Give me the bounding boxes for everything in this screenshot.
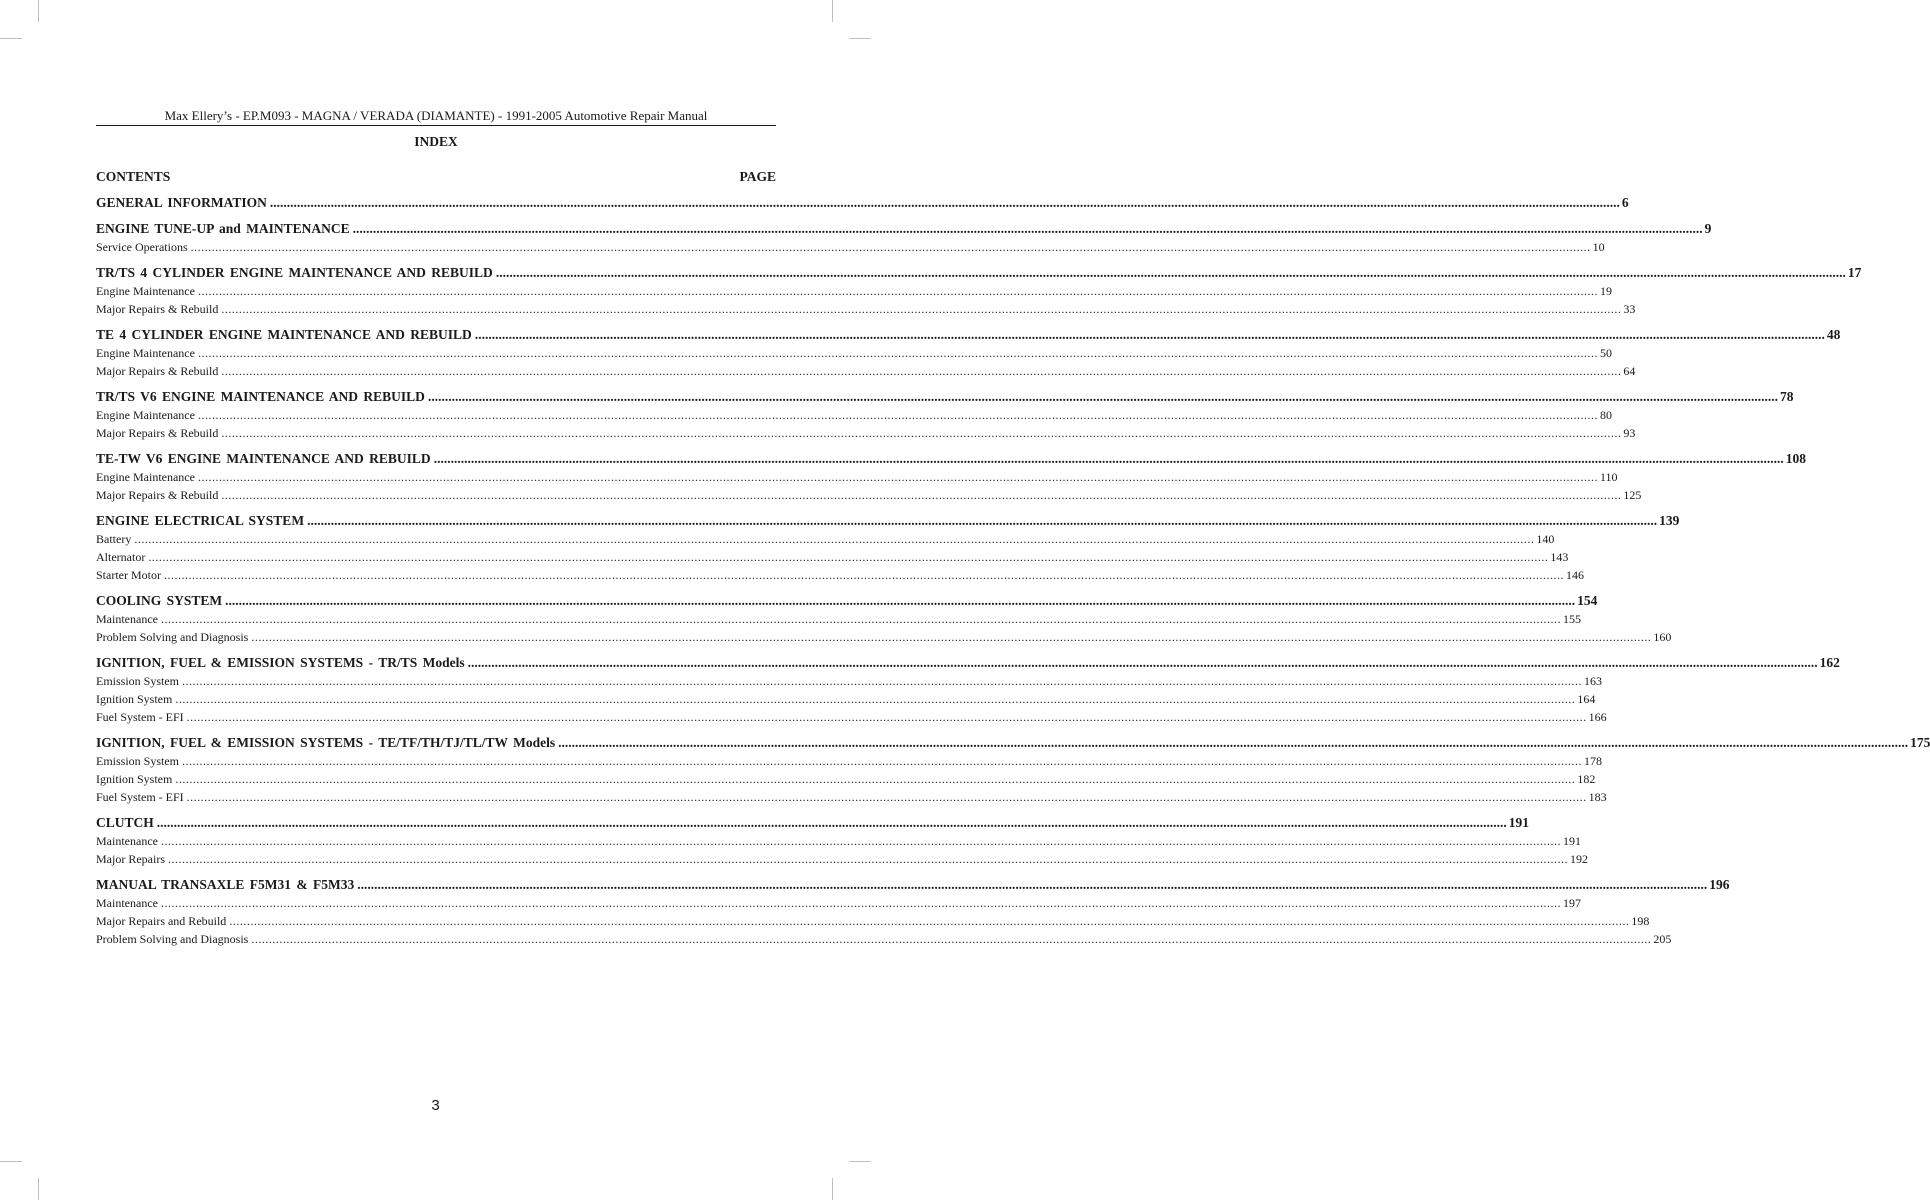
section-heading-page: 191: [1508, 815, 1530, 830]
toc-entry-title: Ignition System: [96, 772, 173, 786]
dot-leader: ................................................................................................................................................................................................................................................................................................................................................................................................................: [190, 240, 1591, 254]
toc-entry: [96, 930, 1672, 948]
toc-entry-page: 19: [1599, 284, 1612, 298]
toc-entry: [96, 708, 1607, 726]
dot-leader: ................................................................................................................................................................................................................................................................................................................................................................................................................: [182, 754, 1583, 768]
toc-entry-page: 178: [1584, 754, 1603, 768]
section-heading-page: 6: [1621, 195, 1629, 210]
section-heading: [96, 220, 1712, 238]
dot-leader: ................................................................................................................................................................................................................................................................................................................................................................................................................: [167, 852, 1568, 866]
section-heading-page: 154: [1577, 593, 1598, 608]
contents-heading: CONTENTS: [96, 169, 171, 184]
section-heading-title: TE 4 CYLINDER ENGINE MAINTENANCE AND REBUILD: [96, 327, 472, 342]
section-heading-title: CLUTCH: [96, 815, 154, 830]
toc-entry-page: 164: [1577, 692, 1596, 706]
toc-entry-title: Major Repairs & Rebuild: [96, 364, 219, 378]
section-heading-title: TR/TS 4 CYLINDER ENGINE MAINTENANCE AND REBUILD: [96, 265, 493, 280]
section-heading: [96, 734, 1930, 752]
dot-leader: ................................................................................................................................................................................................................................................................................................................................................................................................................: [160, 612, 1561, 626]
dot-leader: ................................................................................................................................................................................................................................................................................................................................................................................................................: [427, 389, 1778, 404]
header-rule: [96, 125, 776, 126]
dot-leader: ................................................................................................................................................................................................................................................................................................................................................................................................................: [186, 710, 1587, 724]
section-heading: [96, 876, 1730, 894]
toc-entry-title: Major Repairs & Rebuild: [96, 426, 219, 440]
section-heading: [96, 512, 1680, 530]
table-of-contents: [96, 194, 1930, 948]
toc-entry-title: Starter Motor: [96, 568, 161, 582]
toc-section: [96, 814, 1588, 868]
dot-leader: ................................................................................................................................................................................................................................................................................................................................................................................................................: [357, 877, 1708, 892]
toc-entry-page: 125: [1623, 488, 1642, 502]
toc-entry-page: 10: [1592, 240, 1605, 254]
section-heading: [96, 194, 1629, 212]
section-heading-title: ENGINE ELECTRICAL SYSTEM: [96, 513, 305, 528]
toc-entry-page: 198: [1631, 914, 1650, 928]
section-heading-title: IGNITION, FUEL & EMISSION SYSTEMS - TE/TF/TH/TJ/TL/TW Models: [96, 735, 556, 750]
toc-entry: [96, 344, 1612, 362]
page-number: 3: [431, 1097, 440, 1114]
section-heading-page: 9: [1704, 221, 1712, 236]
dot-leader: ................................................................................................................................................................................................................................................................................................................................................................................................................: [160, 896, 1561, 910]
section-heading-title: MANUAL TRANSAXLE F5M31 & F5M33: [96, 877, 355, 892]
toc-entry-title: Maintenance: [96, 612, 158, 626]
section-heading-title: TE-TW V6 ENGINE MAINTENANCE AND REBUILD: [96, 451, 431, 466]
section-heading-page: 175: [1910, 735, 1930, 750]
running-header: Max Ellery’s - EP.M093 - MAGNA / VERADA (DIAMANTE) - 1991-2005 Automotive Repair Manual: [164, 108, 708, 123]
crop-mark: [0, 38, 22, 39]
toc-entry-page: 146: [1566, 568, 1584, 582]
toc-section: [96, 654, 1840, 726]
crop-mark: [832, 0, 833, 22]
dot-leader: ................................................................................................................................................................................................................................................................................................................................................................................................................: [558, 735, 1909, 750]
dot-leader: ................................................................................................................................................................................................................................................................................................................................................................................................................: [186, 790, 1587, 804]
toc-entry: [96, 362, 1636, 380]
toc-entry-page: 163: [1584, 674, 1603, 688]
toc-entry-title: Fuel System - EFI: [96, 710, 184, 724]
section-heading-page: 139: [1659, 513, 1680, 528]
section-heading-page: 17: [1847, 265, 1862, 280]
toc-section: [96, 264, 1862, 318]
toc-entry: [96, 912, 1650, 930]
toc-entry-title: Engine Maintenance: [96, 408, 195, 422]
section-heading: [96, 450, 1806, 468]
dot-leader: ................................................................................................................................................................................................................................................................................................................................................................................................................: [160, 834, 1561, 848]
dot-leader: ................................................................................................................................................................................................................................................................................................................................................................................................................: [467, 655, 1818, 670]
toc-entry-page: 160: [1653, 630, 1672, 644]
toc-entry-page: 166: [1588, 710, 1607, 724]
toc-entry-page: 80: [1599, 408, 1612, 422]
toc-entry-page: 191: [1562, 834, 1581, 848]
toc-section: [96, 512, 1680, 584]
toc-entry-title: Problem Solving and Diagnosis: [96, 932, 249, 946]
section-heading: [96, 388, 1794, 406]
toc-entry: [96, 610, 1581, 628]
dot-leader: ................................................................................................................................................................................................................................................................................................................................................................................................................: [269, 195, 1620, 210]
section-heading-title: GENERAL INFORMATION: [96, 195, 267, 210]
toc-entry: [96, 628, 1672, 646]
dot-leader: ................................................................................................................................................................................................................................................................................................................................................................................................................: [134, 532, 1535, 546]
crop-mark: [0, 1161, 22, 1162]
crop-mark: [38, 1178, 39, 1200]
toc-entry-page: 205: [1653, 932, 1672, 946]
toc-entry-page: 110: [1599, 470, 1618, 484]
section-heading-title: IGNITION, FUEL & EMISSION SYSTEMS - TR/TS Models: [96, 655, 465, 670]
crop-mark: [38, 0, 39, 22]
dot-leader: ................................................................................................................................................................................................................................................................................................................................................................................................................: [229, 914, 1630, 928]
toc-entry-page: 50: [1599, 346, 1612, 360]
toc-entry-page: 140: [1536, 532, 1555, 546]
dot-leader: ................................................................................................................................................................................................................................................................................................................................................................................................................: [156, 815, 1507, 830]
section-heading-title: ENGINE TUNE-UP and MAINTENANCE: [96, 221, 350, 236]
dot-leader: ................................................................................................................................................................................................................................................................................................................................................................................................................: [221, 302, 1622, 316]
dot-leader: ................................................................................................................................................................................................................................................................................................................................................................................................................: [164, 568, 1564, 582]
dot-leader: ................................................................................................................................................................................................................................................................................................................................................................................................................: [182, 674, 1583, 688]
crop-mark: [849, 38, 871, 39]
toc-entry-title: Engine Maintenance: [96, 346, 195, 360]
toc-entry: [96, 282, 1612, 300]
dot-leader: ................................................................................................................................................................................................................................................................................................................................................................................................................: [221, 426, 1622, 440]
dot-leader: ................................................................................................................................................................................................................................................................................................................................................................................................................: [251, 630, 1652, 644]
toc-entry-title: Fuel System - EFI: [96, 790, 184, 804]
dot-leader: ................................................................................................................................................................................................................................................................................................................................................................................................................: [221, 364, 1622, 378]
toc-entry-page: 33: [1623, 302, 1636, 316]
toc-entry-title: Major Repairs: [96, 852, 165, 866]
dot-leader: ................................................................................................................................................................................................................................................................................................................................................................................................................: [197, 470, 1598, 484]
toc-entry-title: Major Repairs & Rebuild: [96, 302, 219, 316]
section-heading-page: 196: [1709, 877, 1730, 892]
section-heading-title: TR/TS V6 ENGINE MAINTENANCE AND REBUILD: [96, 389, 425, 404]
toc-entry: [96, 832, 1581, 850]
toc-entry-title: Alternator: [96, 550, 146, 564]
toc-entry-title: Problem Solving and Diagnosis: [96, 630, 249, 644]
toc-entry-page: 192: [1569, 852, 1588, 866]
section-heading-page: 48: [1826, 327, 1841, 342]
section-heading-page: 78: [1779, 389, 1794, 404]
dot-leader: ................................................................................................................................................................................................................................................................................................................................................................................................................: [307, 513, 1658, 528]
toc-entry-title: Emission System: [96, 754, 180, 768]
toc-entry: [96, 752, 1603, 770]
toc-entry-title: Major Repairs & Rebuild: [96, 488, 219, 502]
toc-entry-title: Maintenance: [96, 834, 158, 848]
section-heading: [96, 326, 1841, 344]
dot-leader: ................................................................................................................................................................................................................................................................................................................................................................................................................: [197, 346, 1598, 360]
column-headings: [96, 168, 776, 185]
toc-entry: [96, 788, 1607, 806]
dot-leader: ................................................................................................................................................................................................................................................................................................................................................................................................................: [352, 221, 1703, 236]
toc-section: [96, 326, 1841, 380]
dot-leader: ................................................................................................................................................................................................................................................................................................................................................................................................................: [175, 692, 1576, 706]
toc-entry-page: 93: [1623, 426, 1636, 440]
toc-entry-title: Service Operations: [96, 240, 188, 254]
toc-entry: [96, 468, 1618, 486]
section-heading: [96, 814, 1530, 832]
page-heading: PAGE: [739, 169, 776, 184]
toc-entry: [96, 690, 1596, 708]
dot-leader: ................................................................................................................................................................................................................................................................................................................................................................................................................: [433, 451, 1784, 466]
dot-leader: ................................................................................................................................................................................................................................................................................................................................................................................................................: [225, 593, 1576, 608]
toc-entry: [96, 566, 1584, 584]
toc-entry: [96, 238, 1605, 256]
toc-section: [96, 220, 1712, 256]
section-heading: [96, 592, 1598, 610]
toc-entry-page: 64: [1623, 364, 1636, 378]
dot-leader: ................................................................................................................................................................................................................................................................................................................................................................................................................: [197, 284, 1598, 298]
toc-entry-title: Engine Maintenance: [96, 284, 195, 298]
dot-leader: ................................................................................................................................................................................................................................................................................................................................................................................................................: [148, 550, 1549, 564]
toc-entry-page: 183: [1588, 790, 1607, 804]
toc-section: [96, 876, 1730, 948]
toc-section: [96, 450, 1806, 504]
toc-entry-title: Major Repairs and Rebuild: [96, 914, 227, 928]
toc-entry-page: 155: [1562, 612, 1581, 626]
toc-entry: [96, 530, 1555, 548]
dot-leader: ................................................................................................................................................................................................................................................................................................................................................................................................................: [474, 327, 1825, 342]
toc-entry: [96, 486, 1642, 504]
crop-mark: [849, 1161, 871, 1162]
section-heading-page: 162: [1819, 655, 1840, 670]
dot-leader: ................................................................................................................................................................................................................................................................................................................................................................................................................: [251, 932, 1652, 946]
toc-entry: [96, 300, 1636, 318]
toc-entry-title: Maintenance: [96, 896, 158, 910]
toc-entry: [96, 770, 1596, 788]
toc-entry-title: Ignition System: [96, 692, 173, 706]
toc-section: [96, 194, 1629, 212]
toc-entry: [96, 672, 1603, 690]
toc-entry: [96, 406, 1612, 424]
toc-section: [96, 592, 1672, 646]
toc-section: [96, 388, 1794, 442]
toc-entry: [96, 424, 1636, 442]
dot-leader: ................................................................................................................................................................................................................................................................................................................................................................................................................: [221, 488, 1622, 502]
index-title: INDEX: [414, 134, 458, 149]
toc-section: [96, 734, 1930, 806]
toc-entry: [96, 894, 1581, 912]
toc-entry: [96, 548, 1569, 566]
section-heading: [96, 264, 1862, 282]
toc-entry-page: 182: [1577, 772, 1596, 786]
toc-entry-title: Emission System: [96, 674, 180, 688]
toc-entry-page: 197: [1562, 896, 1581, 910]
dot-leader: ................................................................................................................................................................................................................................................................................................................................................................................................................: [175, 772, 1576, 786]
crop-mark: [832, 1178, 833, 1200]
dot-leader: ................................................................................................................................................................................................................................................................................................................................................................................................................: [495, 265, 1846, 280]
toc-entry: [96, 850, 1588, 868]
section-heading-page: 108: [1785, 451, 1806, 466]
toc-entry-page: 143: [1550, 550, 1569, 564]
toc-entry-title: Engine Maintenance: [96, 470, 195, 484]
dot-leader: ................................................................................................................................................................................................................................................................................................................................................................................................................: [197, 408, 1598, 422]
toc-entry-title: Battery: [96, 532, 132, 546]
section-heading-title: COOLING SYSTEM: [96, 593, 223, 608]
section-heading: [96, 654, 1840, 672]
